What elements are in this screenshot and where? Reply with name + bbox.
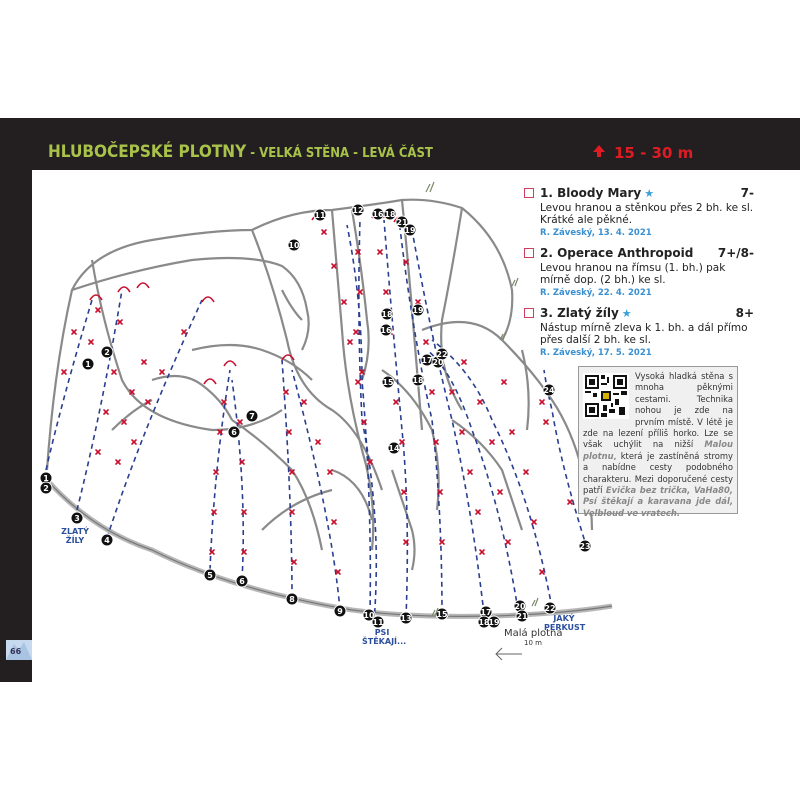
svg-text:18: 18 — [412, 376, 424, 385]
route-author: R. Záveský, 22. 4. 2021 — [540, 288, 652, 298]
route-grade: 8+ — [735, 306, 754, 320]
svg-text:16: 16 — [380, 326, 392, 335]
qr-code-icon[interactable] — [583, 373, 629, 419]
svg-text:18: 18 — [478, 618, 490, 627]
height-range: 15 - 30 m — [592, 144, 693, 162]
checkbox-icon — [524, 248, 534, 258]
svg-text:14: 14 — [388, 444, 400, 453]
svg-text:3: 3 — [74, 514, 80, 523]
svg-text:21: 21 — [396, 218, 408, 227]
svg-text:19: 19 — [404, 226, 416, 235]
svg-text:12: 12 — [352, 206, 364, 215]
svg-text:2: 2 — [43, 484, 49, 493]
route-grade: 7- — [740, 186, 754, 200]
svg-text:15: 15 — [382, 378, 394, 387]
checkbox-icon — [524, 308, 534, 318]
route-list — [524, 186, 754, 366]
svg-text:22: 22 — [436, 350, 448, 359]
route-description: Levou hranou a stěnkou přes 2 bh. ke sl. Krátké ale pěkné. — [540, 202, 754, 226]
svg-text:10: 10 — [363, 611, 375, 620]
svg-text:17: 17 — [421, 356, 433, 365]
svg-text:5: 5 — [207, 571, 213, 580]
svg-text:1: 1 — [43, 474, 49, 483]
svg-text:20: 20 — [514, 602, 526, 611]
svg-text:23: 23 — [579, 542, 591, 551]
caption-jaky: JAKÝ PERKUST — [544, 614, 586, 632]
caption-zlaty: ZLATÝ ŽÍLY — [61, 527, 89, 545]
svg-text:17: 17 — [480, 608, 492, 617]
page-title: HLUBOČEPSKÉ PLOTNY - VELKÁ STĚNA - LEVÁ ČÁST — [48, 142, 433, 162]
svg-text:24: 24 — [543, 386, 555, 395]
page-number: 66 — [6, 640, 32, 660]
route-1: 1. Bloody Mary ★ 7- Levou hranou a stěnkou přes 2 bh. ke sl. Krátké ale pěkné. R. Záveský, 13. 4. 2021 — [524, 186, 754, 238]
svg-text:13: 13 — [400, 614, 412, 623]
svg-text:1: 1 — [85, 360, 91, 369]
svg-text:21: 21 — [516, 612, 528, 621]
svg-text:15: 15 — [436, 610, 448, 619]
svg-text:19: 19 — [488, 618, 500, 627]
svg-text:4: 4 — [104, 536, 110, 545]
svg-text:20: 20 — [432, 358, 444, 367]
route-author: R. Záveský, 13. 4. 2021 — [540, 228, 652, 238]
svg-text:10: 10 — [288, 241, 300, 250]
svg-text:18: 18 — [384, 210, 396, 219]
route-description: Levou hranou na římsu (1. bh.) pak mírně dop. (2 bh.) ke sl. — [540, 262, 726, 286]
svg-text:11: 11 — [314, 211, 326, 220]
svg-text:8: 8 — [289, 595, 295, 604]
svg-text:16: 16 — [372, 210, 384, 219]
mala-plotna-label: Malá plotna 10 m — [504, 628, 563, 647]
star-icon: ★ — [644, 187, 655, 200]
ground-line — [47, 480, 612, 616]
svg-text:22: 22 — [544, 604, 556, 613]
svg-text:18: 18 — [381, 310, 393, 319]
route-2: 2. Operace Anthropoid 7+/8- Levou hranou na římsu (1. bh.) pak mírně dop. (2 bh.) ke sl. R. Záveský, 22. 4. 2021 — [524, 246, 754, 298]
route-description: Nástup mírně zleva k 1. bh. a dál přímo přes další 2 bh. ke sl. — [540, 322, 748, 346]
route-author: R. Záveský, 17. 5. 2021 — [540, 348, 652, 358]
svg-text:19: 19 — [412, 306, 424, 315]
svg-text:6: 6 — [239, 577, 245, 586]
route-grade: 7+/8- — [717, 246, 754, 260]
info-box: Vysoká hladká stěna s mnoha pěknými cestami. Technika nohou je zde na prvním místě. V létě je zde na lezení příliš horko. Lze se však uchýlit na nižší Malou plotnu, která je zastíněná stromy a nabídne cesty podobného charakteru. Mezi doporučené cesty patří Evička bez trička, VaHa80, Psí štěkají a karavana jde dál, Velbloud ve vratech. — [578, 366, 738, 514]
svg-text:6: 6 — [231, 428, 237, 437]
svg-text:7: 7 — [249, 412, 255, 421]
up-arrow-icon — [592, 144, 614, 162]
checkbox-icon — [524, 188, 534, 198]
svg-text:9: 9 — [337, 607, 343, 616]
svg-text:2: 2 — [104, 348, 110, 357]
star-icon: ★ — [621, 307, 632, 320]
svg-text:11: 11 — [372, 618, 384, 627]
caption-psi: PSI ŠTĚKAJÍ... — [362, 628, 407, 646]
route-3: 3. Zlatý žíly ★ 8+ Nástup mírně zleva k 1. bh. a dál přímo přes další 2 bh. ke sl. R. Záveský, 17. 5. 2021 — [524, 306, 754, 358]
